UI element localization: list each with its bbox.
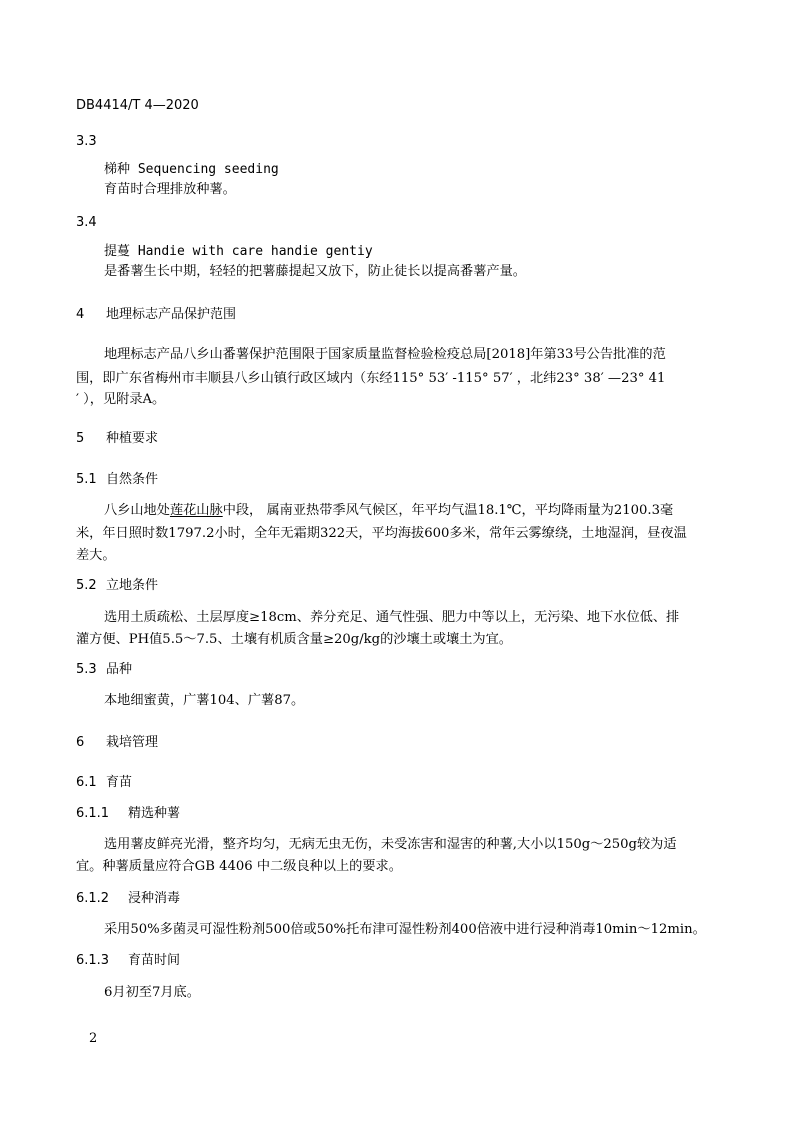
paragraph-6-1-2-line-1: 采用50%多菌灵可湿性粉剂500倍或50%托布津可湿性粉剂400倍液中进行浸种消毒10min～12min。 xyxy=(104,922,706,937)
subsection-number: 5.2 xyxy=(76,578,97,593)
subsection-title: 精选种薯 xyxy=(128,806,181,821)
section-number: 4 xyxy=(76,307,85,322)
clause-number-3-4: 3.4 xyxy=(76,215,97,230)
subsection-title: 立地条件 xyxy=(106,578,159,593)
section-heading-4 xyxy=(76,306,236,324)
text-run: 中段， 属南亚热带季风气候区，年平均气温18.1℃，平均降雨量为2100.3毫 xyxy=(222,503,674,518)
paragraph-4-line-1: 地理标志产品八乡山番薯保护范围限于国家质量监督检验检疫总局[2018]年第33号公告批准的范 xyxy=(104,347,666,362)
lianhua-mountain-underlined: 莲花山脉 xyxy=(169,503,223,518)
term-cn: 梯种 xyxy=(104,162,131,177)
subsection-title: 育苗 xyxy=(106,775,133,790)
subsection-heading-6-1-3 xyxy=(76,952,180,970)
paragraph-4-line-2: 围，即广东省梅州市丰顺县八乡山镇行政区域内（东经115° 53′ -115° 57′ ，北纬23° 38′ —23° 41 xyxy=(76,371,666,386)
term-cn: 提蔓 xyxy=(104,244,131,259)
subsection-title: 育苗时间 xyxy=(128,953,181,968)
subsection-number: 6.1 xyxy=(76,775,97,790)
paragraph-4-line-3: ′ ），见附录A。 xyxy=(76,392,166,407)
term-en: Sequencing seeding xyxy=(137,162,279,177)
text-run: 八乡山地处 xyxy=(104,503,170,518)
doc-code: DB4414/T 4—2020 xyxy=(76,98,199,113)
paragraph-5-1-line-2: 米，年日照时数1797.2小时，全年无霜期322天，平均海拔600多米，常年云雾缭绕，土地湿润，昼夜温 xyxy=(76,526,687,541)
section-title: 栽培管理 xyxy=(106,735,159,750)
paragraph-6-1-1-line-1: 选用薯皮鲜亮光滑，整齐均匀，无病无虫无伤，未受冻害和湿害的种薯,大小以150g～250g较为适 xyxy=(104,837,677,852)
subsection-number: 5.1 xyxy=(76,472,97,487)
subsection-number: 6.1.1 xyxy=(76,806,110,821)
subsection-title: 自然条件 xyxy=(106,472,159,487)
subsection-heading-6-1 xyxy=(76,774,132,792)
section-title: 种植要求 xyxy=(106,431,159,446)
section-heading-5 xyxy=(76,430,158,448)
definition-3-3: 育苗时合理排放种薯。 xyxy=(104,182,236,197)
subsection-heading-5-2 xyxy=(76,577,158,595)
section-number: 6 xyxy=(76,735,85,750)
subsection-heading-6-1-2 xyxy=(76,890,180,908)
section-title: 地理标志产品保护范围 xyxy=(106,307,237,322)
subsection-heading-5-1 xyxy=(76,471,158,489)
paragraph-5-3-line-1: 本地细蜜黄，广薯104、广薯87。 xyxy=(104,693,305,708)
term-en: Handie with care handie gentiy xyxy=(137,244,373,259)
paragraph-5-1-line-1 xyxy=(104,502,673,520)
subsection-title: 品种 xyxy=(106,662,133,677)
paragraph-5-1-line-3: 差大。 xyxy=(76,548,116,563)
subsection-number: 6.1.2 xyxy=(76,891,110,906)
paragraph-6-1-3-line-1: 6月初至7月底。 xyxy=(104,985,200,1000)
subsection-title: 浸种消毒 xyxy=(128,891,181,906)
paragraph-5-2-line-1: 选用土质疏松、土层厚度≥18cm、养分充足、通气性强、肥力中等以上，无污染、地下水位低、排 xyxy=(104,610,680,625)
term-3-4 xyxy=(104,243,373,261)
section-heading-6 xyxy=(76,734,158,752)
paragraph-6-1-1-line-2: 宜。种薯质量应符合GB 4406 中二级良种以上的要求。 xyxy=(76,859,402,874)
definition-3-4: 是番薯生长中期，轻轻的把薯藤提起又放下，防止徒长以提高番薯产量。 xyxy=(104,264,526,279)
section-number: 5 xyxy=(76,431,85,446)
paragraph-5-2-line-2: 灌方便、PH值5.5～7.5、土壤有机质含量≥20g/kg的沙壤土或壤土为宜。 xyxy=(76,632,512,647)
subsection-number: 5.3 xyxy=(76,662,97,677)
subsection-number: 6.1.3 xyxy=(76,953,110,968)
term-3-3 xyxy=(104,161,279,179)
subsection-heading-5-3 xyxy=(76,661,132,679)
page-number: 2 xyxy=(89,1031,98,1046)
subsection-heading-6-1-1 xyxy=(76,805,180,823)
clause-number-3-3: 3.3 xyxy=(76,134,97,149)
